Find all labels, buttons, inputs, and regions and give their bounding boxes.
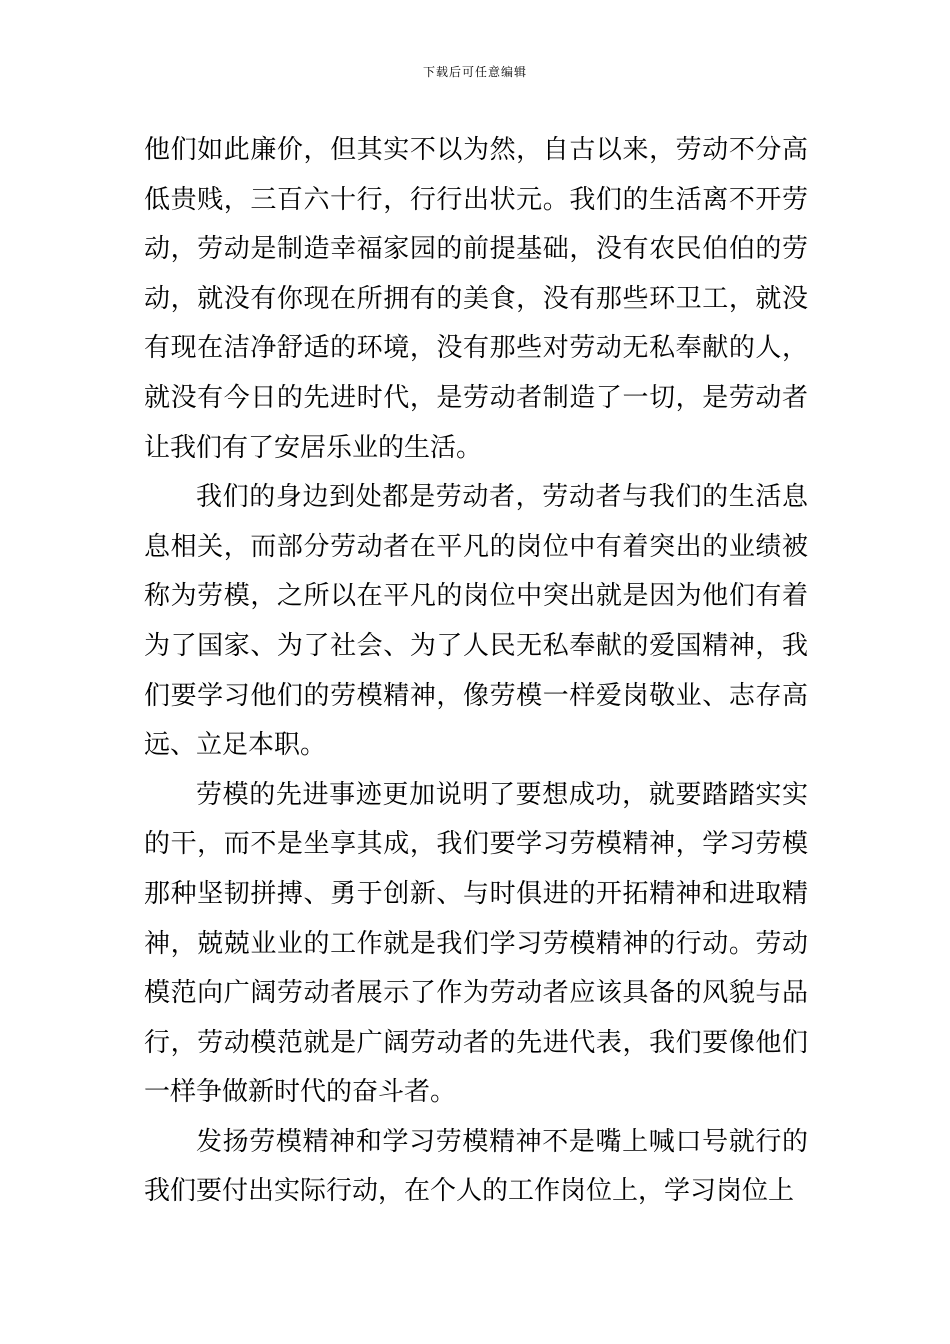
paragraph-continued: 他们如此廉价，但其实不以为然，自古以来，劳动不分高低贵贱，三百六十行，行行出状元。我们的生活离不开劳动，劳动是制造幸福家园的前提基础，没有农民伯伯的劳动，就没有你现在所拥有的美食，没有那些环卫工，就没有现在洁净舒适的环境，没有那些对劳动无私奉献的人，就没有今日的先进时代，是劳动者制造了一切，是劳动者让我们有了安居乐业的生活。 bbox=[144, 135, 808, 463]
paragraph-carry-forward: 发扬劳模精神和学习劳模精神不是嘴上喊口号就行的我们要付出实际行动，在个人的工作岗位上，学习岗位上 bbox=[144, 1126, 808, 1207]
header-note: 下载后可任意编辑 bbox=[422, 65, 527, 79]
paragraph-model-deeds: 劳模的先进事迹更加说明了要想成功，就要踏踏实实的干，而不是坐享其成，我们要学习劳模精神，学习劳模那种坚韧拼搏、勇于创新、与时俱进的开拓精神和进取精神，兢兢业业的工作就是我们学习劳模精神的行动。劳动模范向广阔劳动者展示了作为劳动者应该具备的风貌与品行，劳动模范就是广阔劳动者的先进代表，我们要像他们一样争做新时代的奋斗者。 bbox=[144, 779, 808, 1108]
document-body bbox=[144, 126, 808, 1217]
paragraph-labor-models: 我们的身边到处都是劳动者，劳动者与我们的生活息息相关，而部分劳动者在平凡的岗位中有着突出的业绩被称为劳模，之所以在平凡的岗位中突出就是因为他们有着为了国家、为了社会、为了人民无私奉献的爱国精神，我们要学习他们的劳模精神，像劳模一样爱岗敬业、志存高远、立足本职。 bbox=[144, 482, 808, 761]
